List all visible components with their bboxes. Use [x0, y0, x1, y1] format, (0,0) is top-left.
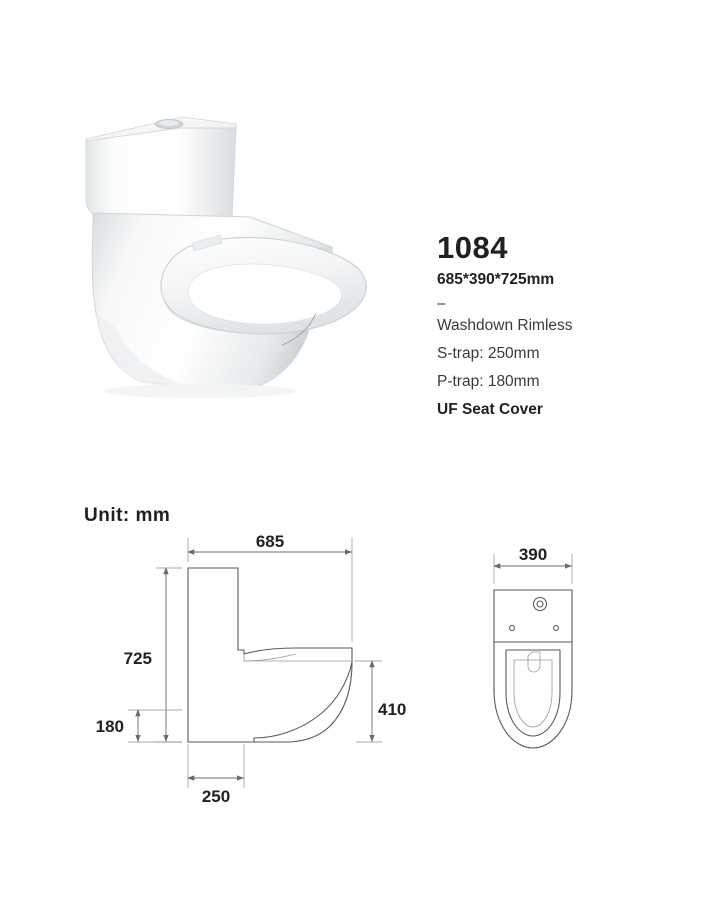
dim-390-label: 390: [518, 545, 548, 564]
product-model: 1084: [437, 230, 508, 265]
dim-180-label: 180: [95, 717, 124, 736]
top-view-drawing: [494, 545, 572, 748]
spec-separator: –: [437, 294, 446, 312]
side-view-drawing: [96, 532, 407, 806]
product-dimensions: 685*390*725mm: [437, 270, 555, 288]
dim-410-label: 410: [378, 700, 407, 719]
dim-725-label: 725: [123, 649, 152, 668]
toilet-photo-illustration: [60, 95, 420, 465]
product-photo: [60, 95, 420, 465]
technical-drawings: [0, 530, 701, 820]
product-spec-block: [437, 232, 687, 429]
dim-685-label: 685: [255, 532, 285, 551]
spec-feature-p-trap: P-trap: 180mm: [437, 372, 540, 390]
dim-250-label: 250: [201, 787, 231, 806]
spec-feature-s-trap: S-trap: 250mm: [437, 344, 540, 362]
spec-feature-seat-cover: UF Seat Cover: [437, 400, 543, 418]
spec-feature-washdown: Washdown Rimless: [437, 316, 573, 334]
unit-label: Unit: mm: [84, 505, 171, 526]
